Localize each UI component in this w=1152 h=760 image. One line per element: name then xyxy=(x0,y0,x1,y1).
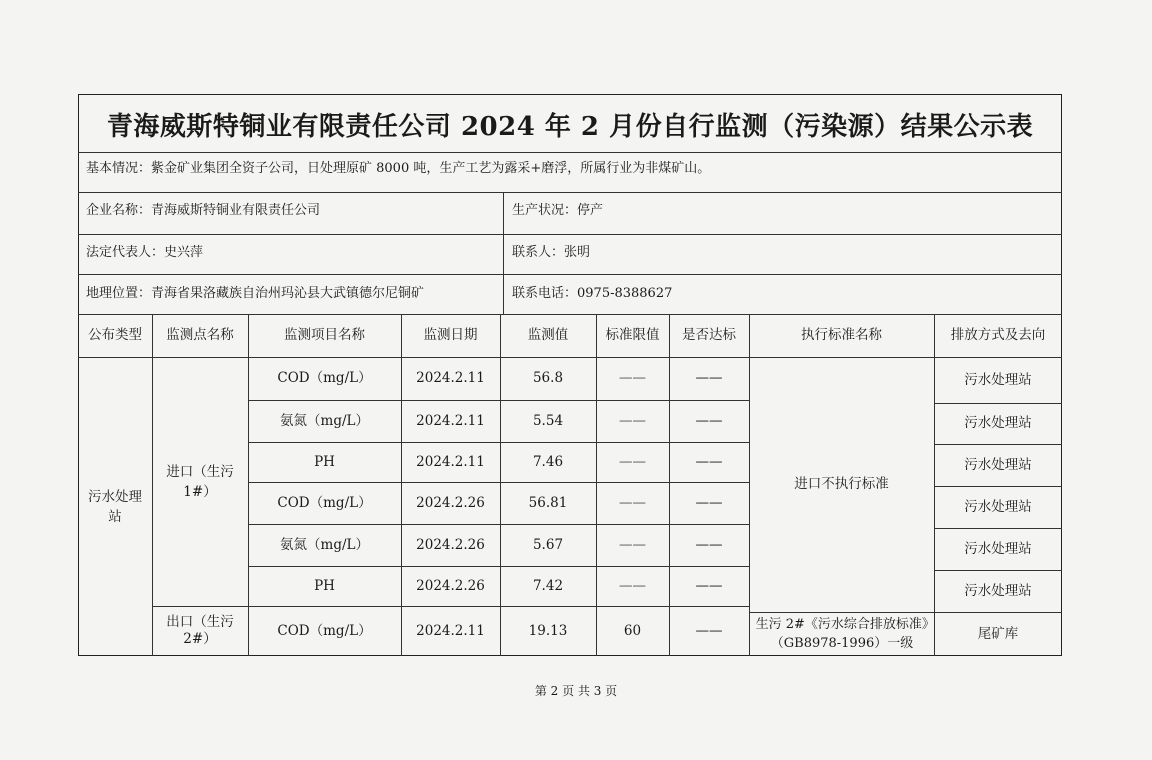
cell-limit: —— xyxy=(619,370,646,386)
cell-value: 7.42 xyxy=(532,577,564,594)
standard-outlet-cell: 生污 2#《污水综合排放标准》（GB8978-1996）一级 xyxy=(755,617,929,651)
cell-compliant: —— xyxy=(695,412,723,429)
divider xyxy=(78,152,1062,153)
cell-discharge: 污水处理站 xyxy=(964,498,1032,515)
cell-limit: —— xyxy=(619,577,646,594)
header-point-name: 监测点名称 xyxy=(166,327,234,343)
header-compliant: 是否达标 xyxy=(682,327,736,343)
page-footer: 第 2 页 共 3 页 xyxy=(534,684,618,698)
point-outlet-cell: 出口（生污2#） xyxy=(166,614,234,647)
header-publish-type: 公布类型 xyxy=(88,327,142,343)
cell-compliant: —— xyxy=(695,577,723,594)
cell-date: 2024.2.11 xyxy=(416,453,485,470)
legal-representative: 法定代表人：史兴萍 xyxy=(86,245,204,260)
cell-date: 2024.2.26 xyxy=(416,577,485,594)
cell-compliant: —— xyxy=(695,494,723,511)
header-item-name: 监测项目名称 xyxy=(284,327,365,343)
divider xyxy=(503,192,504,314)
cell-limit: —— xyxy=(619,453,646,470)
contact-phone: 联系电话：0975-8388627 xyxy=(512,286,673,301)
cell-item: COD（mg/L） xyxy=(277,494,372,511)
cell-item: 氨氮（mg/L） xyxy=(280,412,369,429)
point-inlet-cell: 进口（生污1#） xyxy=(166,463,234,500)
company-name: 企业名称：青海威斯特铜业有限责任公司 xyxy=(86,203,321,218)
contact-person: 联系人：张明 xyxy=(512,245,591,260)
cell-discharge: 尾矿库 xyxy=(977,625,1019,642)
production-status: 生产状况：停产 xyxy=(512,203,604,218)
basic-info: 基本情况：紫金矿业集团全资子公司，日处理原矿 8000 吨，生产工艺为露采+磨浮，所属行业为非煤矿山。 xyxy=(86,161,711,176)
header-limit: 标准限值 xyxy=(605,327,660,343)
cell-value: 56.81 xyxy=(528,494,568,511)
cell-value: 5.67 xyxy=(532,536,564,553)
divider xyxy=(78,192,1062,193)
cell-limit: —— xyxy=(619,536,646,553)
cell-item: PH xyxy=(314,577,335,594)
divider xyxy=(152,314,153,656)
cell-limit: —— xyxy=(619,494,646,511)
cell-date: 2024.2.26 xyxy=(416,536,485,553)
divider xyxy=(78,274,1062,275)
header-date: 监测日期 xyxy=(423,327,478,343)
location: 地理位置：青海省果洛藏族自治州玛沁县大武镇德尔尼铜矿 xyxy=(86,286,425,301)
cell-date: 2024.2.11 xyxy=(416,370,485,386)
standard-inlet-cell: 进口不执行标准 xyxy=(794,476,889,492)
cell-item: COD（mg/L） xyxy=(277,622,372,639)
publish-type-cell: 污水处理站 xyxy=(88,488,142,525)
cell-item: 氨氮（mg/L） xyxy=(280,536,369,553)
cell-discharge: 污水处理站 xyxy=(964,540,1032,557)
cell-discharge: 污水处理站 xyxy=(964,456,1032,473)
cell-value: 56.8 xyxy=(532,370,564,386)
cell-date: 2024.2.11 xyxy=(416,412,485,429)
cell-value: 7.46 xyxy=(532,453,564,470)
cell-limit: —— xyxy=(619,412,646,429)
cell-compliant: —— xyxy=(695,536,723,553)
cell-value: 5.54 xyxy=(532,412,564,429)
page-title: 青海威斯特铜业有限责任公司 2024 年 2 月份自行监测（污染源）结果公示表 xyxy=(106,111,1034,142)
cell-value: 19.13 xyxy=(528,622,568,639)
cell-compliant: —— xyxy=(695,453,723,470)
cell-compliant: —— xyxy=(695,622,723,639)
cell-discharge: 污水处理站 xyxy=(964,415,1032,431)
header-value: 监测值 xyxy=(527,327,569,343)
cell-date: 2024.2.11 xyxy=(416,622,485,639)
cell-discharge: 污水处理站 xyxy=(964,582,1032,599)
cell-compliant: —— xyxy=(695,370,723,386)
cell-discharge: 污水处理站 xyxy=(964,371,1032,388)
header-standard: 执行标准名称 xyxy=(801,327,882,343)
divider xyxy=(78,234,1062,235)
cell-date: 2024.2.26 xyxy=(416,494,485,511)
cell-item: PH xyxy=(314,453,335,470)
header-discharge: 排放方式及去向 xyxy=(950,327,1046,343)
cell-limit: 60 xyxy=(623,622,642,639)
cell-item: COD（mg/L） xyxy=(277,370,372,386)
